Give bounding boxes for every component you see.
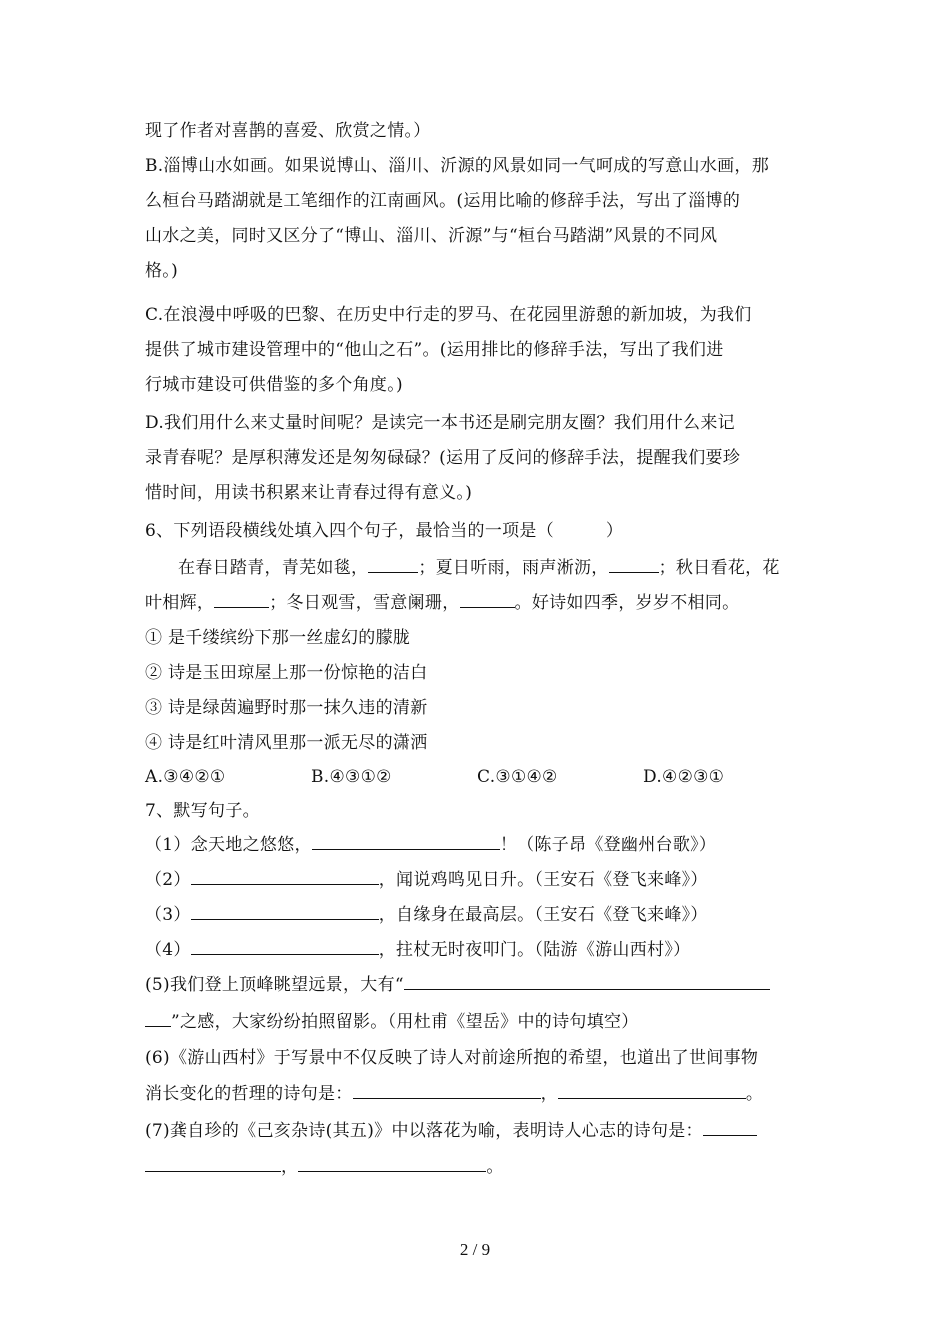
option-a[interactable]: A.③④②① (145, 767, 226, 787)
text-segment: ， (540, 1084, 558, 1104)
text-segment: 消长变化的哲理的诗句是： (145, 1084, 353, 1104)
text-segment: 。 (486, 1157, 504, 1177)
blank-line[interactable] (298, 1157, 486, 1172)
blank-line[interactable] (145, 1157, 281, 1172)
recitation-line-7-cont (145, 1156, 815, 1178)
question-7-title: 7、默写句子。 (145, 801, 260, 821)
option-c-line: C.在浪漫中呼吸的巴黎、在历史中行走的罗马、在花园里游憩的新加坡，为我们 (145, 305, 752, 325)
blank-line[interactable] (312, 835, 500, 850)
blank-line[interactable] (191, 940, 379, 955)
choice-4: ④ 诗是红叶清风里那一派无尽的潇洒 (145, 733, 428, 753)
text-segment: ；秋日看花，花 (658, 558, 780, 578)
blank-line[interactable] (353, 1084, 541, 1099)
recitation-line-6: (6)《游山西村》于写景中不仅反映了诗人对前途所抱的希望，也道出了世间事物 (145, 1048, 759, 1068)
recitation-line-3 (145, 904, 815, 926)
question-6-title: 6、下列语段横线处填入四个句子，最恰当的一项是（ ） (145, 521, 624, 541)
page-number: 2 / 9 (459, 1240, 491, 1259)
text-segment: （1）念天地之悠悠， (145, 835, 312, 855)
blank-line[interactable] (214, 593, 269, 608)
text-segment: ，自缘身在最高层。（王安石《登飞来峰》） (378, 905, 708, 925)
text-segment: ， (281, 1157, 299, 1177)
choice-1: ① 是千缕缤纷下那一丝虚幻的朦胧 (145, 628, 411, 648)
recitation-line-5 (145, 974, 815, 996)
blank-line[interactable] (368, 558, 418, 573)
text-line: 现了作者对喜鹊的喜爱、欣赏之情。） (145, 121, 431, 141)
text-segment: (5)我们登上顶峰眺望远景，大有“ (145, 975, 404, 995)
recitation-line-7 (145, 1120, 815, 1142)
text-segment: ，拄杖无时夜叩门。（陆游《游山西村》） (378, 940, 691, 960)
option-c[interactable]: C.③①④② (477, 767, 558, 787)
text-line: 格。) (145, 261, 179, 281)
text-segment: （3） (145, 905, 191, 925)
blank-line[interactable] (191, 870, 379, 885)
text-segment: ；夏日听雨，雨声淅沥， (418, 558, 609, 578)
text-line: 惜时间，用读书积累来让青春过得有意义。) (145, 483, 473, 503)
choice-3: ③ 诗是绿茵遍野时那一抹久违的清新 (145, 698, 428, 718)
recitation-line-6-cont (145, 1083, 815, 1105)
text-segment: ”之感，大家纷纷拍照留影。（用杜甫《望岳》中的诗句填空） (171, 1012, 639, 1032)
blank-line[interactable] (191, 905, 379, 920)
text-segment: 。 (745, 1084, 764, 1104)
text-segment: ；冬日观雪，雪意阑珊， (269, 593, 460, 613)
blank-line[interactable] (609, 558, 659, 573)
option-b-line: B.淄博山水如画。如果说博山、淄川、沂源的风景如同一气呵成的写意山水画，那 (145, 156, 769, 176)
text-segment: 。好诗如四季，岁岁不相同。 (514, 593, 740, 613)
blank-line[interactable] (558, 1084, 746, 1099)
blank-line[interactable] (703, 1121, 757, 1136)
option-d[interactable]: D.④②③① (643, 767, 725, 787)
choice-2: ② 诗是玉田琼屋上那一份惊艳的洁白 (145, 663, 428, 683)
text-line: 么桓台马踏湖就是工笔细作的江南画风。(运用比喻的修辞手法，写出了淄博的 (145, 191, 741, 211)
option-b[interactable]: B.④③①② (311, 767, 392, 787)
text-segment: (7)龚自珍的《己亥杂诗(其五)》中以落花为喻，表明诗人心志的诗句是： (145, 1121, 703, 1141)
text-segment: （2） (145, 870, 191, 890)
paragraph-line (178, 557, 848, 579)
text-line: 行城市建设可供借鉴的多个角度。) (145, 375, 403, 395)
text-segment: （4） (145, 940, 191, 960)
text-line: 录青春呢？是厚积薄发还是匆匆碌碌？(运用了反问的修辞手法，提醒我们要珍 (145, 448, 741, 468)
option-d-line: D.我们用什么来丈量时间呢？是读完一本书还是刷完朋友圈？我们用什么来记 (145, 413, 735, 433)
blank-line[interactable] (145, 1012, 171, 1027)
text-segment: 叶相辉， (145, 593, 215, 613)
text-line: 山水之美，同时又区分了“博山、淄川、沂源”与“桓台马踏湖”风景的不同风 (145, 226, 718, 246)
text-segment: ，闻说鸡鸣见日升。（王安石《登飞来峰》） (378, 870, 708, 890)
paragraph-line (145, 592, 815, 614)
blank-line[interactable] (404, 975, 770, 990)
recitation-line-1 (145, 834, 815, 856)
text-line: 提供了城市建设管理中的“他山之石”。(运用排比的修辞手法，写出了我们进 (145, 340, 724, 360)
text-segment: ！（陈子昂《登幽州台歌》） (499, 835, 717, 855)
blank-line[interactable] (460, 593, 515, 608)
recitation-line-4 (145, 939, 815, 961)
text-segment: 在春日踏青，青芜如毯， (178, 558, 369, 578)
recitation-line-5-cont (145, 1011, 815, 1033)
answer-options (145, 766, 815, 788)
recitation-line-2 (145, 869, 815, 891)
